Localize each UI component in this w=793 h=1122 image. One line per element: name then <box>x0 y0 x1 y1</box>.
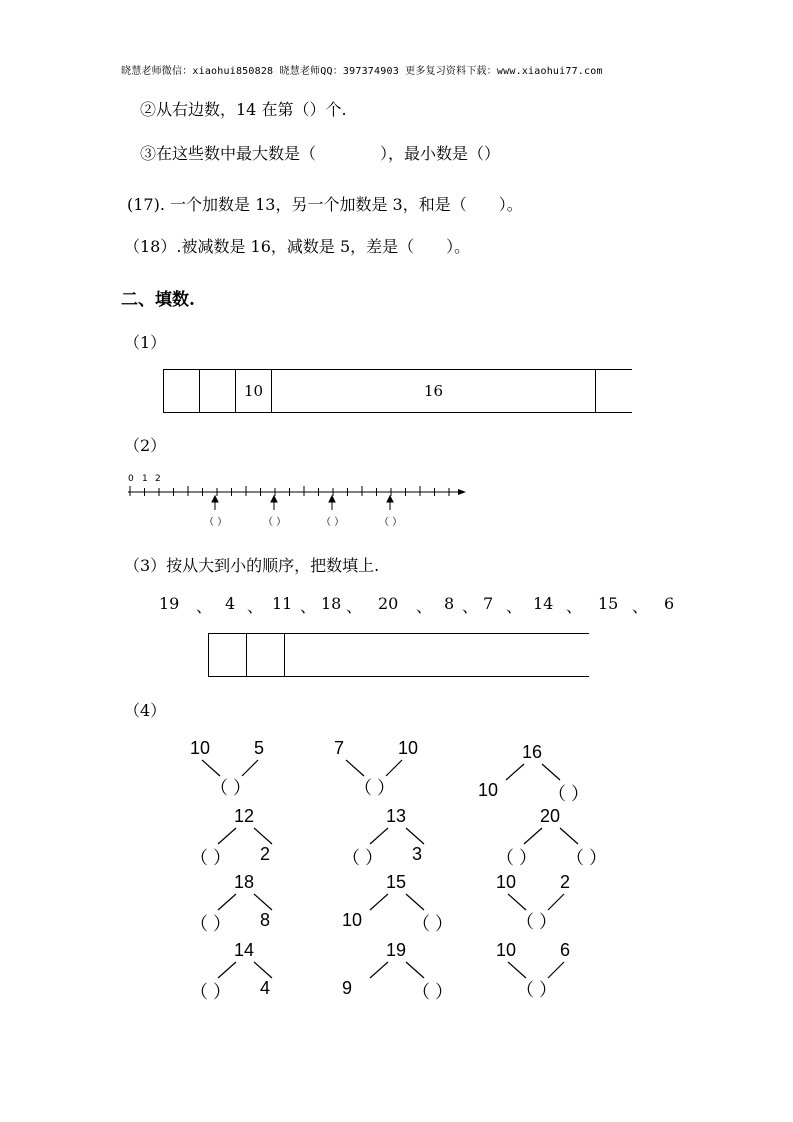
tick-label: 2 <box>155 474 161 484</box>
number-grid-1 <box>163 369 632 413</box>
bond-number: 14 <box>234 940 255 960</box>
number-bond <box>190 806 310 868</box>
question-18: （18）.被减数是 16，减数是 5，差是（ ）。 <box>124 237 471 256</box>
bond-blank[interactable]: （ ） <box>412 914 454 934</box>
bond-blank[interactable]: （ ） <box>566 848 608 868</box>
sequence-number: 18 <box>321 594 342 613</box>
sequence-separator: 、 <box>416 597 433 616</box>
number-bond <box>190 738 310 800</box>
part-3-label: （3）按从大到小的顺序，把数填上. <box>124 556 380 575</box>
blank-answer[interactable]: （ ） <box>379 517 403 528</box>
blank-answer[interactable]: （ ） <box>263 517 287 528</box>
sequence-separator: 、 <box>566 597 583 616</box>
sequence-number: 15 <box>598 594 619 613</box>
sequence-number: 19 <box>159 594 180 613</box>
sequence-number: 4 <box>225 594 236 613</box>
sequence-separator: 、 <box>247 597 264 616</box>
number-bond <box>334 738 454 800</box>
sequence-number: 14 <box>533 594 554 613</box>
number-bond <box>190 940 310 1002</box>
bond-number: 10 <box>342 910 363 930</box>
question-17: (17). 一个加数是 13，另一个加数是 3，和是（ ）。 <box>127 195 523 214</box>
bond-number: 5 <box>254 738 265 758</box>
number-bond <box>190 872 310 934</box>
grid-cell[interactable] <box>209 634 247 676</box>
bond-blank[interactable]: （ ） <box>412 982 454 1002</box>
bond-number: 18 <box>234 872 255 892</box>
blank-answer[interactable]: （ ） <box>321 517 345 528</box>
sequence-number: 7 <box>483 594 494 613</box>
bond-blank[interactable]: （ ） <box>190 982 232 1002</box>
sequence-separator: 、 <box>632 597 649 616</box>
bond-number: 10 <box>190 738 211 758</box>
blank-answer[interactable]: （ ） <box>204 517 228 528</box>
bond-number: 19 <box>386 940 407 960</box>
bond-blank[interactable]: （ ） <box>210 778 252 798</box>
number-bond <box>496 940 616 1002</box>
bond-number: 6 <box>560 940 571 960</box>
bond-blank[interactable]: （ ） <box>342 848 384 868</box>
part-4-label: （4） <box>124 701 167 720</box>
bond-blank[interactable]: （ ） <box>516 912 558 932</box>
bond-number: 20 <box>540 806 561 826</box>
bond-number: 10 <box>496 872 517 892</box>
bond-number: 7 <box>334 738 345 758</box>
section-title: 二、填数. <box>121 290 195 310</box>
sequence-number: 8 <box>444 594 455 613</box>
bond-number: 9 <box>342 978 353 998</box>
grid-cell[interactable] <box>285 634 589 676</box>
part-1-label: （1） <box>124 333 167 352</box>
bond-number: 8 <box>260 910 271 930</box>
grid-cell: 10 <box>236 370 272 412</box>
bond-blank[interactable]: （ ） <box>354 778 396 798</box>
bond-number: 2 <box>560 872 571 892</box>
bond-number: 2 <box>260 844 271 864</box>
question-2: ②从右边数，14 在第（）个. <box>140 100 347 119</box>
question-3: ③在这些数中最大数是（ ），最小数是（） <box>140 144 501 163</box>
tick-label: 0 <box>128 474 134 484</box>
grid-cell[interactable] <box>247 634 285 676</box>
grid-cell[interactable] <box>596 370 632 412</box>
sequence-separator: 、 <box>506 597 523 616</box>
bond-blank[interactable]: （ ） <box>516 980 558 1000</box>
part-2-label: （2） <box>124 436 167 455</box>
page-header: 晓慧老师微信：xiaohui850828 晓慧老师QQ：397374903 更多复习资料下载：www.xiaohui77.com <box>121 66 603 77</box>
bond-number: 10 <box>478 780 499 800</box>
bond-number: 13 <box>386 806 407 826</box>
bond-number: 10 <box>496 940 517 960</box>
grid-cell: 16 <box>272 370 596 412</box>
sequence-number: 20 <box>378 594 399 613</box>
sequence-number: 6 <box>664 594 675 613</box>
grid-cell[interactable] <box>200 370 236 412</box>
tick-label: 1 <box>142 474 148 484</box>
bond-number: 3 <box>412 844 423 864</box>
bond-number: 12 <box>234 806 255 826</box>
grid-cell[interactable] <box>164 370 200 412</box>
bond-number: 4 <box>260 978 271 998</box>
sequence-separator: 、 <box>300 597 317 616</box>
bond-number: 15 <box>386 872 407 892</box>
bond-blank[interactable]: （ ） <box>548 784 590 804</box>
number-bond <box>342 872 462 934</box>
number-bond <box>496 806 616 868</box>
number-bond <box>478 742 598 804</box>
number-line <box>122 470 472 532</box>
sequence-separator: 、 <box>196 597 213 616</box>
sequence-number: 11 <box>272 594 293 613</box>
sequence-separator: 、 <box>462 597 479 616</box>
bond-blank[interactable]: （ ） <box>496 848 538 868</box>
bond-number: 10 <box>398 738 419 758</box>
bond-blank[interactable]: （ ） <box>190 914 232 934</box>
number-bond <box>342 940 462 1002</box>
number-bond <box>496 872 616 934</box>
bond-blank[interactable]: （ ） <box>190 848 232 868</box>
bond-number: 16 <box>522 742 543 762</box>
number-grid-3 <box>208 633 589 677</box>
number-bond <box>342 806 462 868</box>
sequence-separator: 、 <box>346 597 363 616</box>
